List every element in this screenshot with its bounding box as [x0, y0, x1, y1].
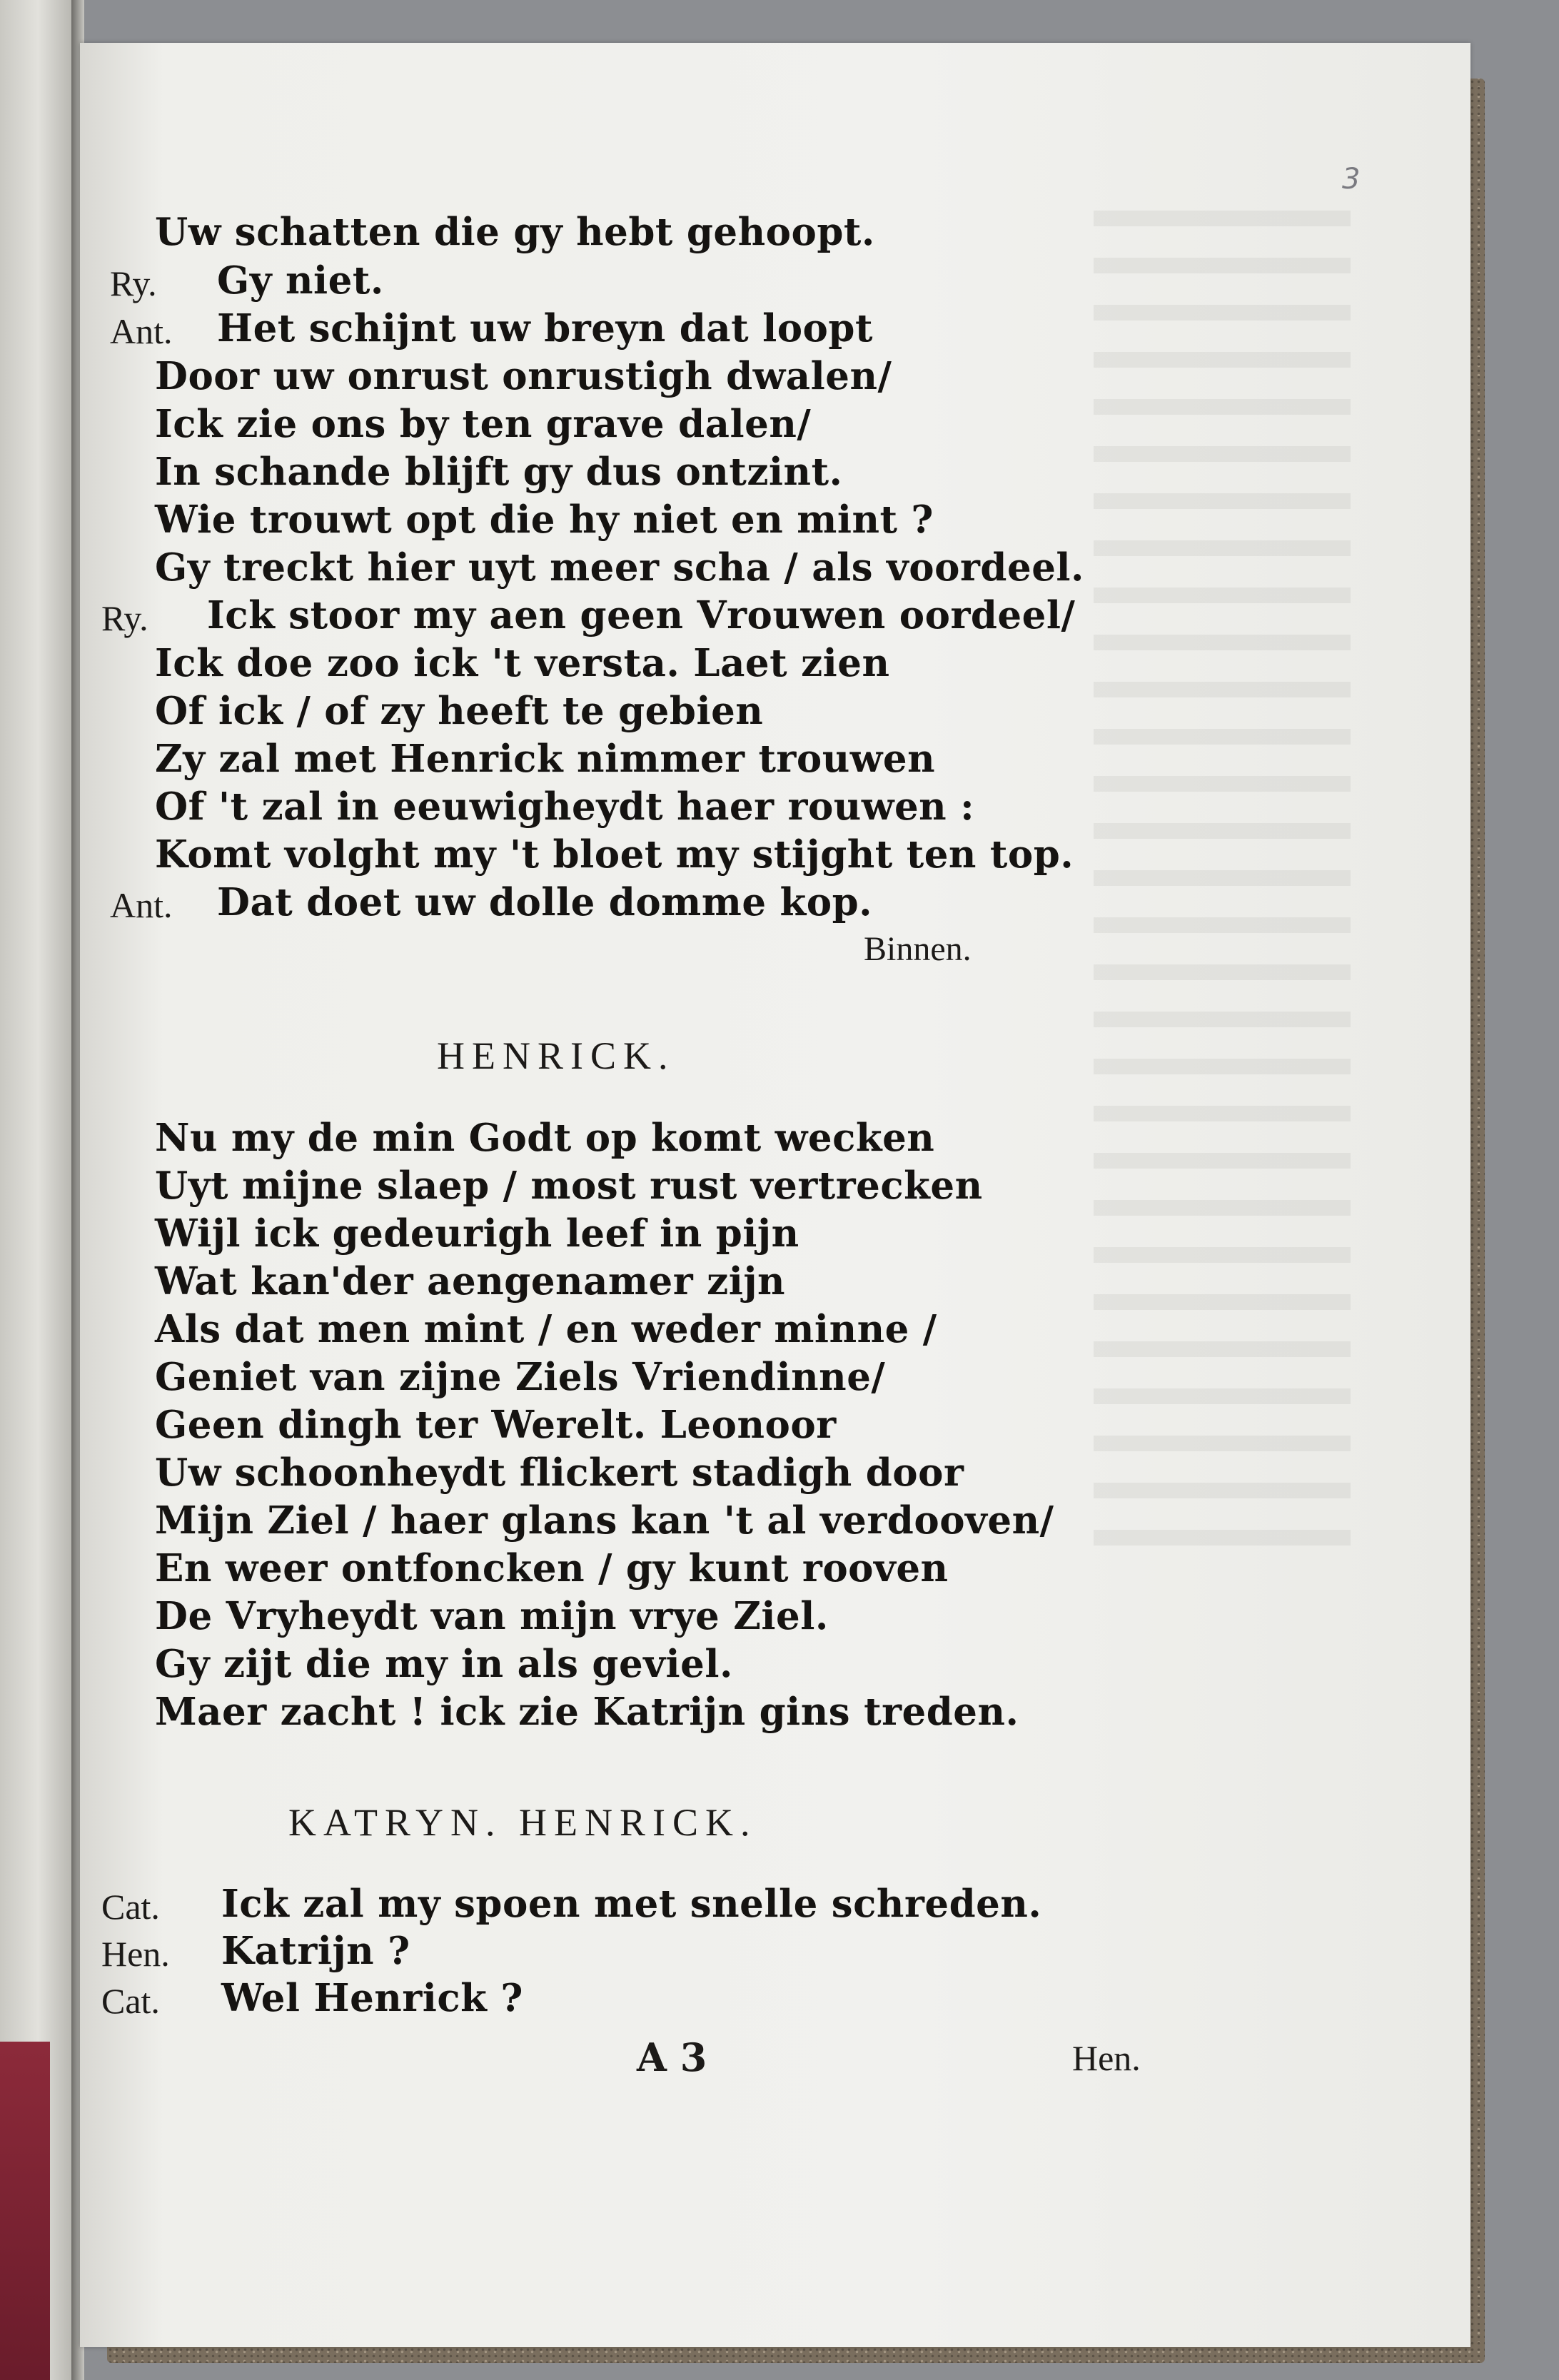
- speaker-label: Ry.: [101, 598, 148, 638]
- speaker-label: Cat.: [101, 1887, 160, 1927]
- verse-line: Uw schatten die gy hebt gehoopt.: [155, 210, 875, 254]
- verse-line: Als dat men mint / en weder minne /: [155, 1307, 937, 1351]
- verse-line: Uw schoonheydt flickert stadigh door: [155, 1451, 964, 1495]
- catchword: Hen.: [1072, 2038, 1141, 2078]
- speaker-label: Ant.: [110, 311, 173, 351]
- verse-line: Wat kan'der aengenamer zijn: [155, 1259, 786, 1304]
- verse-line: Ick stoor my aen geen Vrouwen oordeel/: [207, 593, 1076, 637]
- speaker-label: Cat.: [101, 1981, 160, 2021]
- scene-heading: HENRICK.: [437, 1034, 675, 1077]
- verse-line: En weer ontfoncken / gy kunt rooven: [155, 1546, 949, 1590]
- verse-line: Wijl ick gedeurigh leef in pijn: [155, 1211, 799, 1256]
- verse-line: Ick zie ons by ten grave dalen/: [155, 402, 812, 446]
- show-through: [1094, 211, 1351, 1567]
- verse-line: De Vryheydt van mijn vrye Ziel.: [155, 1594, 829, 1638]
- verse-line: Gy zijt die my in als geviel.: [155, 1642, 733, 1686]
- verse-line: Uyt mijne slaep / most rust vertrecken: [155, 1164, 983, 1208]
- speaker-label: Ant.: [110, 885, 173, 925]
- verse-line: Door uw onrust onrustigh dwalen/: [155, 354, 892, 398]
- verse-line: Ick doe zoo ick 't versta. Laet zien: [155, 641, 890, 685]
- verse-line: Katrijn ?: [221, 1929, 410, 1973]
- verse-line: In schande blijft gy dus ontzint.: [155, 450, 843, 494]
- speaker-label: Ry.: [110, 263, 157, 303]
- book-page: [80, 43, 1470, 2347]
- verse-line: Maer zacht ! ick zie Katrijn gins treden.: [155, 1690, 1019, 1734]
- verse-line: Gy niet.: [217, 258, 384, 303]
- verse-line: Wie trouwt opt die hy niet en mint ?: [155, 498, 934, 542]
- verse-line: Geen dingh ter Werelt. Leonoor: [155, 1403, 837, 1447]
- verse-line: Nu my de min Godt op komt wecken: [155, 1116, 935, 1160]
- verse-line: Geniet van zijne Ziels Vriendinne/: [155, 1355, 886, 1399]
- verse-line: Wel Henrick ?: [221, 1976, 523, 2020]
- verse-line: Gy treckt hier uyt meer scha / als voordeel.: [155, 545, 1084, 590]
- binding-cover: [0, 2042, 50, 2380]
- verse-line: Ick zal my spoen met snelle schreden.: [221, 1882, 1042, 1926]
- scene-heading: KATRYN. HENRICK.: [288, 1801, 757, 1844]
- verse-line: Dat doet uw dolle domme kop.: [217, 880, 873, 924]
- verse-line: Zy zal met Henrick nimmer trouwen: [155, 737, 936, 781]
- folio-mark: 3: [1342, 163, 1361, 196]
- verse-line: Of 't zal in eeuwigheydt haer rouwen :: [155, 785, 975, 829]
- stage-direction: Binnen.: [864, 930, 972, 968]
- speaker-label: Hen.: [101, 1934, 170, 1974]
- verse-line: Komt volght my 't bloet my stijght ten top.: [155, 832, 1074, 877]
- verse-line: Of ick / of zy heeft te gebien: [155, 689, 764, 733]
- verse-line: Mijn Ziel / haer glans kan 't al verdooven/: [155, 1498, 1054, 1543]
- verse-line: Het schijnt uw breyn dat loopt: [217, 306, 873, 351]
- signature-mark: A 3: [637, 2034, 707, 2080]
